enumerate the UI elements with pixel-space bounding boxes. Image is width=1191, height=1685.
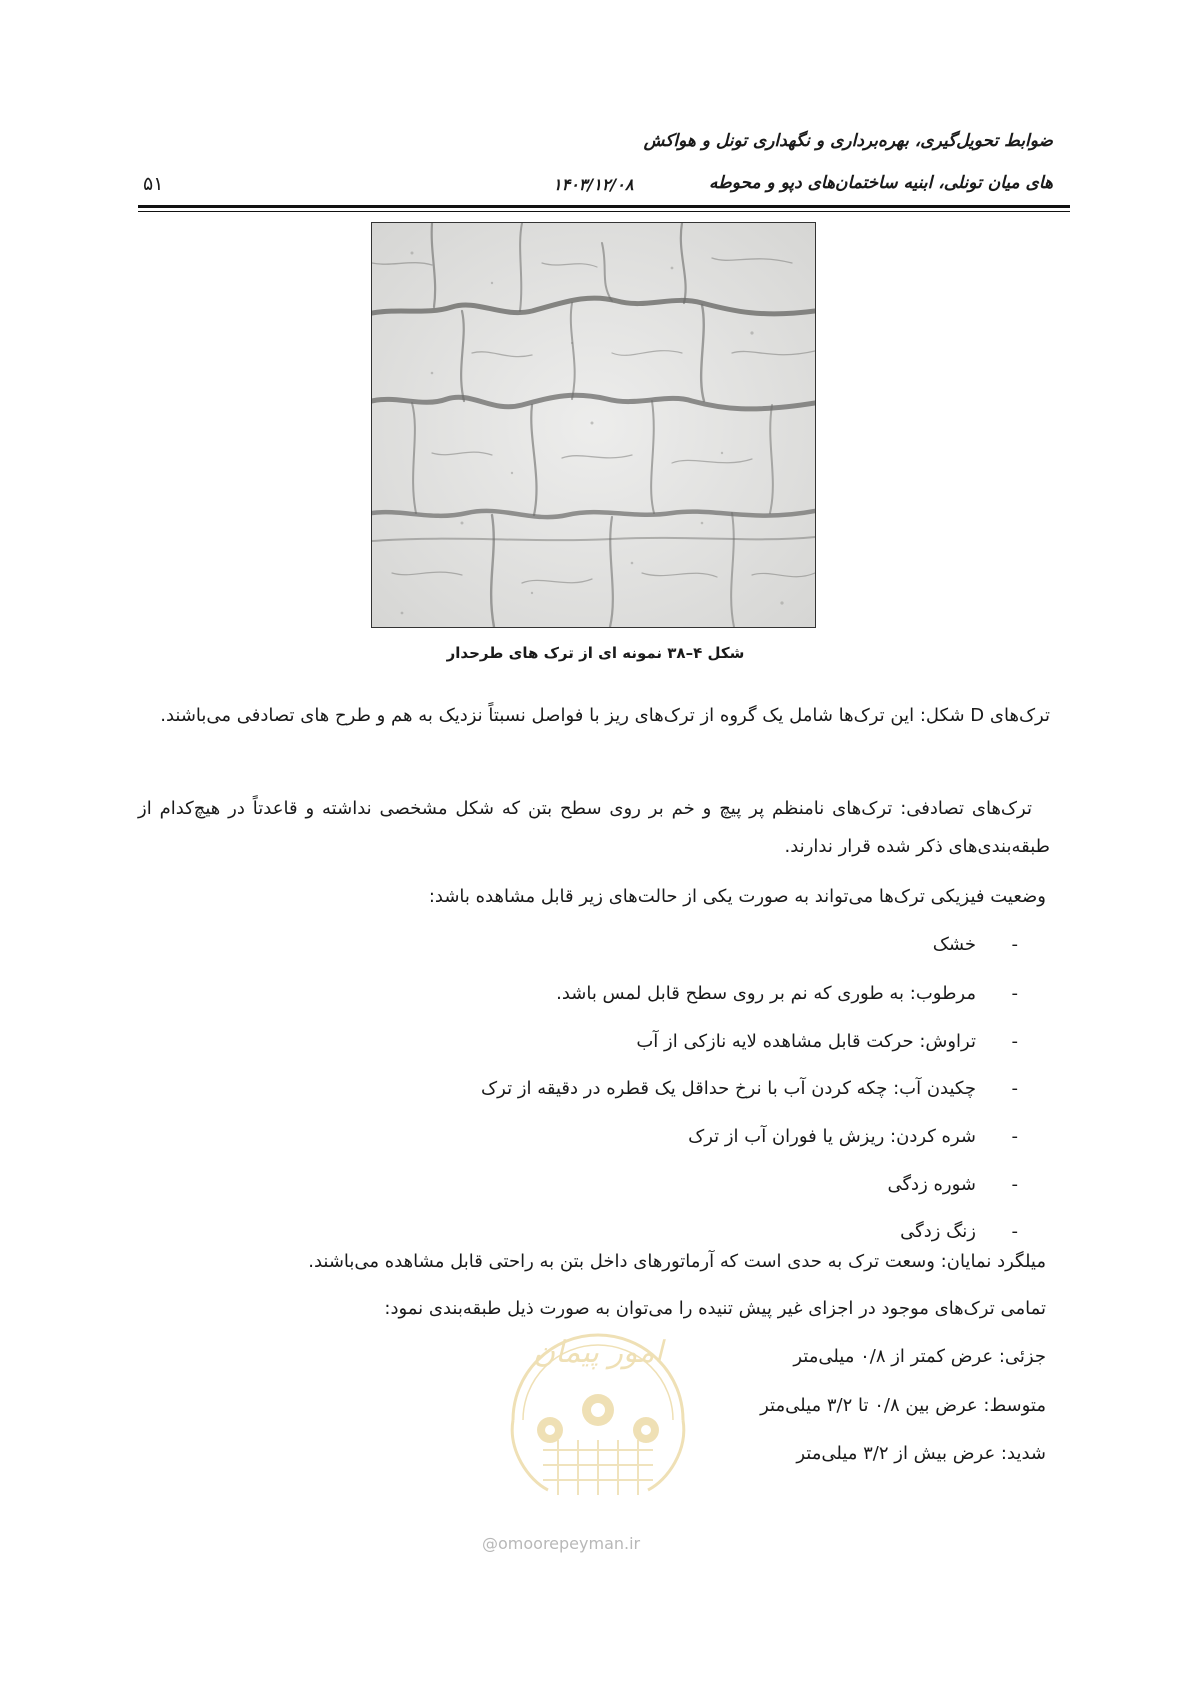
watermark-logo-text: امور پیمان — [533, 1335, 663, 1370]
paragraph-d-cracks: ترک‌های D شکل: این ترک‌ها شامل یک گروه از ترک‌های ریز با فواصل نسبتاً نزدیک به هم و طرح های تصادفی می‌باشند. — [160, 705, 1050, 726]
list-item-text: شوره زدگی — [887, 1174, 976, 1195]
classification-medium: متوسط: عرض بین ۰/۸ تا ۳/۲ میلی‌متر — [760, 1395, 1046, 1416]
list-item — [688, 1126, 1018, 1147]
document-title-line-2: های میان تونلی، ابنیه ساختمان‌های دپو و محوطه — [709, 173, 1053, 193]
document-title-line-1: ضوابط تحویل‌گیری، بهره‌برداری و نگهداری تونل و هواکش — [643, 131, 1053, 151]
crack-pattern-illustration — [372, 223, 815, 627]
list-item — [481, 1078, 1018, 1099]
list-item — [900, 1221, 1018, 1242]
bullet-marker: - — [1011, 983, 1018, 1004]
document-date: ۱۴۰۳/۱۲/۰۸ — [553, 175, 634, 194]
paragraph-visible-rebar: میلگرد نمایان: وسعت ترک به حدی است که آرماتورهای داخل بتن به راحتی قابل مشاهده می‌باشند. — [308, 1251, 1046, 1272]
list-item-text: تراوش: حرکت قابل مشاهده لایه نازکی از آب — [636, 1031, 976, 1052]
header-divider-thin — [138, 211, 1070, 212]
physical-state-intro: وضعیت فیزیکی ترک‌ها می‌تواند به صورت یکی از حالت‌های زیر قابل مشاهده باشد: — [428, 886, 1046, 907]
cracked-concrete-photo — [371, 222, 816, 628]
classification-minor: جزئی: عرض کمتر از ۰/۸ میلی‌متر — [793, 1346, 1046, 1367]
bullet-marker: - — [1011, 1126, 1018, 1147]
bullet-marker: - — [1011, 1221, 1018, 1242]
bullet-marker: - — [1011, 1031, 1018, 1052]
list-item — [933, 934, 1018, 955]
list-item — [636, 1031, 1018, 1052]
bullet-marker: - — [1011, 1174, 1018, 1195]
paragraph-classification-intro: تمامی ترک‌های موجود در اجزای غیر پیش تنیده را می‌توان به صورت ذیل طبقه‌بندی نمود: — [384, 1298, 1046, 1319]
bullet-marker: - — [1011, 934, 1018, 955]
header-divider-thick — [138, 205, 1070, 208]
list-item-text: زنگ زدگی — [900, 1221, 976, 1242]
list-item — [556, 983, 1018, 1004]
list-item-text: مرطوب: به طوری که نم بر روی سطح قابل لمس باشد. — [556, 983, 976, 1004]
bullet-marker: - — [1011, 1078, 1018, 1099]
classification-severe: شدید: عرض بیش از ۳/۲ میلی‌متر — [796, 1443, 1046, 1464]
list-item — [887, 1174, 1018, 1195]
list-item-text: چکیدن آب: چکه کردن آب با نرخ حداقل یک قطره در دقیقه از ترک — [481, 1078, 976, 1099]
figure-caption: شکل ۴–۳۸ نمونه ای از ترک های طرحدار — [446, 644, 745, 662]
list-item-text: شره کردن: ریزش یا فوران آب از ترک — [688, 1126, 976, 1147]
page-number: ۵۱ — [143, 173, 164, 195]
paragraph-random-cracks: ترک‌های تصادفی: ترک‌های نامنظم پر پیچ و خم بر روی سطح بتن که شکل مشخصی نداشته و قاعدتاً در هیچ‌کدام از طبقه‌بندی‌های ذکر شده قرار ندارند. — [138, 798, 1050, 857]
watermark-logo — [488, 1300, 708, 1500]
list-item-text: خشک — [932, 934, 976, 955]
watermark-url: @omoorepeyman.ir — [482, 1534, 641, 1553]
